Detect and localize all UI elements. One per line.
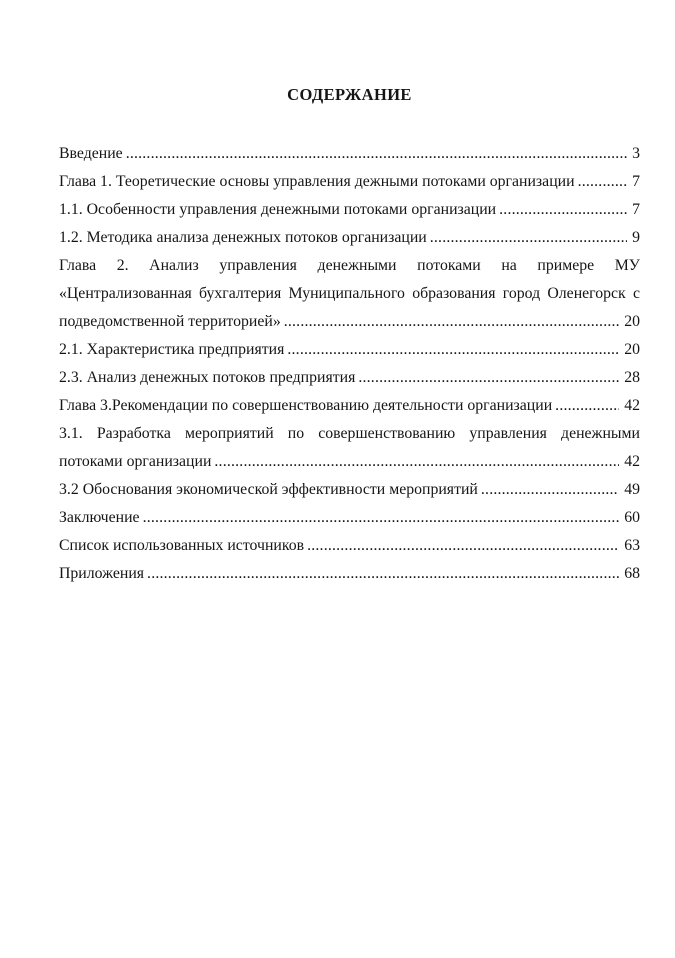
toc-entry-text: потоками организации (59, 453, 212, 470)
toc-line-chapter1 (59, 168, 640, 196)
toc-page-number: 20 (624, 313, 640, 330)
toc-entry-text: Список использованных источников (59, 537, 305, 554)
toc-line-section-3-2 (59, 476, 640, 504)
toc-entry-text: Глава 1. Теоретические основы управления дежными потоками организации (59, 173, 575, 190)
toc-entry-text: подведомственной территорией» (59, 313, 281, 330)
toc-entry-text: 2.3. Анализ денежных потоков предприятия (59, 369, 356, 386)
dot-leader (499, 196, 627, 224)
table-of-contents (59, 140, 640, 588)
toc-page-number: 63 (624, 537, 640, 554)
toc-line-appendices (59, 560, 640, 588)
toc-page-number: 60 (624, 509, 640, 526)
dot-leader (126, 140, 627, 168)
dot-leader (358, 364, 619, 392)
dot-leader (147, 560, 619, 588)
toc-page-number: 7 (632, 201, 640, 218)
dot-leader (214, 448, 619, 476)
toc-entry-text: 1.1. Особенности управления денежными потоками организации (59, 201, 497, 218)
dot-leader (307, 532, 619, 560)
toc-line-section-3-1-part1: 3.1. Разработка мероприятий по совершенствованию управления денежными (59, 425, 640, 442)
toc-line-chapter2-part3 (59, 308, 640, 336)
toc-page-number: 28 (624, 369, 640, 386)
toc-entry-text: Введение (59, 145, 123, 162)
toc-line-chapter2-part2: «Централизованная бухгалтерия Муниципального образования город Оленегорск с (59, 285, 640, 302)
toc-page-number: 42 (624, 397, 640, 414)
toc-page-number: 9 (632, 229, 640, 246)
toc-entry-text: Глава 3.Рекомендации по совершенствованию деятельности организации (59, 397, 553, 414)
toc-line-chapter3 (59, 392, 640, 420)
toc-line-chapter2-part1: Глава 2. Анализ управления денежными потоками на примере МУ (59, 257, 640, 274)
toc-entry-text: Заключение (59, 509, 140, 526)
toc-entry-text: 2.1. Характеристика предприятия (59, 341, 285, 358)
toc-line-section-1-2 (59, 224, 640, 252)
toc-line-section-2-1 (59, 336, 640, 364)
toc-page-number: 49 (624, 481, 640, 498)
toc-page-number: 3 (632, 145, 640, 162)
toc-line-references (59, 532, 640, 560)
toc-line-section-3-1-part2 (59, 448, 640, 476)
toc-page-number: 68 (624, 565, 640, 582)
toc-line-introduction (59, 140, 640, 168)
dot-leader (555, 392, 619, 420)
toc-entry-text: 1.2. Методика анализа денежных потоков организации (59, 229, 427, 246)
toc-entry-text: 3.2 Обоснования экономической эффективности мероприятий (59, 481, 478, 498)
dot-leader (481, 476, 619, 504)
dot-leader (578, 168, 628, 196)
toc-line-conclusion (59, 504, 640, 532)
dot-leader (143, 504, 620, 532)
toc-page-number: 7 (632, 173, 640, 190)
dot-leader (287, 336, 619, 364)
dot-leader (284, 308, 619, 336)
dot-leader (430, 224, 627, 252)
toc-entry-text: Приложения (59, 565, 145, 582)
toc-page-number: 42 (624, 453, 640, 470)
toc-page-number: 20 (624, 341, 640, 358)
page-title: СОДЕРЖАНИЕ (287, 85, 412, 104)
toc-line-section-2-3 (59, 364, 640, 392)
toc-line-section-1-1 (59, 196, 640, 224)
